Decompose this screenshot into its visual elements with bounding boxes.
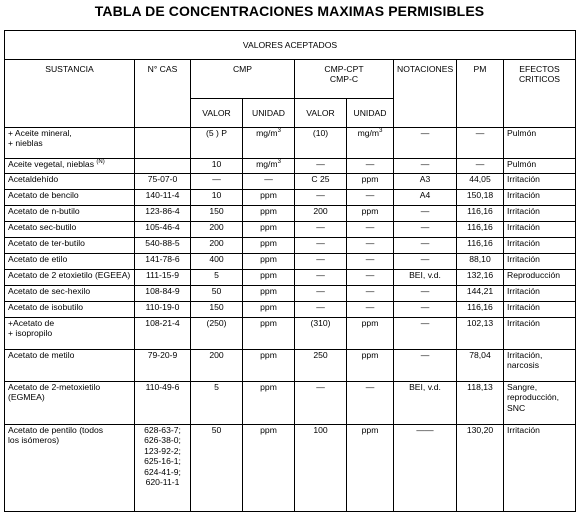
cas-cell: 123-86-4 — [135, 206, 191, 222]
valor-header: VALOR — [191, 99, 243, 128]
cpt-valor-cell: — — [295, 254, 347, 270]
cpt-unidad-cell: — — [347, 270, 394, 286]
cas-cell: 105-46-4 — [135, 222, 191, 238]
pm-cell: 150,18 — [457, 190, 504, 206]
notaciones-cell: — — [394, 254, 457, 270]
pm-cell: 44,05 — [457, 174, 504, 190]
cmp-unidad-cell: ppm — [243, 238, 295, 254]
cmp-valor-cell: 400 — [191, 254, 243, 270]
efectos-cell: Sangre, reproducción, SNC — [504, 382, 576, 425]
notaciones-cell: — — [394, 222, 457, 238]
efectos-cell: Irritación — [504, 286, 576, 302]
pm-cell: 130,20 — [457, 425, 504, 512]
efectos-cell: Irritación, narcosis — [504, 350, 576, 382]
cpt-unidad-cell: ppm — [347, 174, 394, 190]
notaciones-cell: — — [394, 350, 457, 382]
valores-aceptados-header: VALORES ACEPTADOS — [5, 31, 576, 60]
cpt-valor-cell: — — [295, 222, 347, 238]
table-row — [5, 174, 576, 190]
cmp-valor-cell: 5 — [191, 382, 243, 425]
cmp-unidad-cell: ppm — [243, 206, 295, 222]
sustancia-cell: Acetato de metilo — [5, 350, 135, 382]
sustancia-cell: Acetato de 2-metoxietilo (EGMEA) — [5, 382, 135, 425]
cmp-valor-cell: 10 — [191, 190, 243, 206]
cmp-unidad-cell: ppm — [243, 302, 295, 318]
cas-cell: 540-88-5 — [135, 238, 191, 254]
cas-cell: 141-78-6 — [135, 254, 191, 270]
notaciones-cell: — — [394, 128, 457, 159]
cmp-valor-cell: 200 — [191, 222, 243, 238]
cmp-valor-cell: 150 — [191, 302, 243, 318]
cmp-cpt-header: CMP-CPT CMP-C — [295, 60, 394, 99]
table-row — [5, 318, 576, 350]
sustancia-cell: Acetato de ter-butilo — [5, 238, 135, 254]
cpt-unidad-cell: — — [347, 222, 394, 238]
cmp-unidad-cell: ppm — [243, 425, 295, 512]
notaciones-cell: — — [394, 206, 457, 222]
cpt-valor-cell: — — [295, 270, 347, 286]
cmp-valor-cell: 10 — [191, 159, 243, 174]
cmp-valor-cell: 5 — [191, 270, 243, 286]
cpt-valor-cell: — — [295, 238, 347, 254]
pm-cell: 88,10 — [457, 254, 504, 270]
cmp-valor-cell: (250) — [191, 318, 243, 350]
notaciones-cell: — — [394, 159, 457, 174]
cmp-valor-cell: (5 ) P — [191, 128, 243, 159]
cmp-unidad-cell: ppm — [243, 350, 295, 382]
table-row — [5, 222, 576, 238]
notaciones-cell: — — [394, 238, 457, 254]
sustancia-cell: Acetato de isobutilo — [5, 302, 135, 318]
cmp-valor-cell: 150 — [191, 206, 243, 222]
cmp-unidad-cell: — — [243, 174, 295, 190]
cmp-unidad-cell: ppm — [243, 254, 295, 270]
cpt-unidad-cell: ppm — [347, 350, 394, 382]
efectos-cell: Irritación — [504, 302, 576, 318]
efectos-cell: Pulmón — [504, 128, 576, 159]
sustancia-cell: Acetato de 2 etoxietilo (EGEEA) — [5, 270, 135, 286]
efectos-header: EFECTOS CRITICOS — [504, 60, 576, 128]
pm-cell: 116,16 — [457, 302, 504, 318]
cmp-valor-cell: 200 — [191, 238, 243, 254]
cpt-valor-cell: 100 — [295, 425, 347, 512]
cas-cell: 628-63-7; 626-38-0; 123-92-2; 625-16-1; 624-41-9; 620-11-1 — [135, 425, 191, 512]
cas-cell: 110-19-0 — [135, 302, 191, 318]
cmp-unidad-cell: $mg/m^3$ — [243, 128, 295, 159]
cpt-valor-cell: — — [295, 190, 347, 206]
cmp-unidad-cell: ppm — [243, 222, 295, 238]
cmp-valor-cell: 50 — [191, 286, 243, 302]
sustancia-cell: +Acetato de + isopropilo — [5, 318, 135, 350]
cas-cell: 111-15-9 — [135, 270, 191, 286]
cmp-unidad-cell: ppm — [243, 270, 295, 286]
cpt-valor-cell: 200 — [295, 206, 347, 222]
cas-cell: 110-49-6 — [135, 382, 191, 425]
sustancia-cell: Acetato de pentilo (todos los isómeros) — [5, 425, 135, 512]
cmp-header: CMP — [191, 60, 295, 99]
page-title: TABLA DE CONCENTRACIONES MAXIMAS PERMISIBLES — [94, 3, 485, 19]
cmp-unidad-cell: ppm — [243, 382, 295, 425]
table-row — [5, 425, 576, 512]
efectos-cell: Irritación — [504, 206, 576, 222]
efectos-cell: Irritación — [504, 222, 576, 238]
pm-cell: 102,13 — [457, 318, 504, 350]
unidad-header: UNIDAD — [243, 99, 295, 128]
sustancia-cell: Acetato de etilo — [5, 254, 135, 270]
cmp-unidad-cell: ppm — [243, 286, 295, 302]
cpt-valor-cell: — — [295, 302, 347, 318]
cas-cell — [135, 128, 191, 159]
notaciones-cell: —— — [394, 425, 457, 512]
table-row — [5, 382, 576, 425]
notaciones-cell: — — [394, 286, 457, 302]
cmp-unidad-cell: ppm — [243, 318, 295, 350]
cpt-unidad-cell: — — [347, 254, 394, 270]
cmp-valor-cell: — — [191, 174, 243, 190]
table-row — [5, 350, 576, 382]
cpt-unidad-cell: — — [347, 382, 394, 425]
cpt-unidad-cell: — — [347, 302, 394, 318]
cpt-unidad-cell: — — [347, 159, 394, 174]
efectos-cell: Irritación — [504, 318, 576, 350]
sustancia-cell: Acetato de bencilo — [5, 190, 135, 206]
cas-cell: 108-21-4 — [135, 318, 191, 350]
table-row — [5, 159, 576, 174]
notaciones-cell: — — [394, 318, 457, 350]
cmp-valor-cell: 200 — [191, 350, 243, 382]
notaciones-cell: A3 — [394, 174, 457, 190]
cpt-valor-cell: 250 — [295, 350, 347, 382]
pm-cell: 116,16 — [457, 222, 504, 238]
unidad-header: UNIDAD — [347, 99, 394, 128]
notaciones-cell: BEI, v.d. — [394, 270, 457, 286]
cas-cell: 140-11-4 — [135, 190, 191, 206]
sustancia-cell: + Aceite mineral, + nieblas — [5, 128, 135, 159]
concentration-table — [4, 30, 576, 512]
notaciones-cell: — — [394, 302, 457, 318]
cpt-valor-cell: — — [295, 159, 347, 174]
pm-cell: 144,21 — [457, 286, 504, 302]
sustancia-cell: Acetaldehído — [5, 174, 135, 190]
table-row — [5, 302, 576, 318]
cmp-unidad-cell: $mg/m^3$ — [243, 159, 295, 174]
table-row — [5, 128, 576, 159]
pm-cell: 118,13 — [457, 382, 504, 425]
pm-cell: 116,16 — [457, 238, 504, 254]
cmp-unidad-cell: ppm — [243, 190, 295, 206]
pm-cell: 78,04 — [457, 350, 504, 382]
table-row — [5, 286, 576, 302]
cpt-valor-cell: (10) — [295, 128, 347, 159]
cpt-unidad-cell: ppm — [347, 206, 394, 222]
cpt-unidad-cell: ppm — [347, 425, 394, 512]
table-row — [5, 238, 576, 254]
cpt-unidad-cell: — — [347, 238, 394, 254]
pm-cell: 116,16 — [457, 206, 504, 222]
table-row — [5, 254, 576, 270]
efectos-cell: Irritación — [504, 174, 576, 190]
pm-header: PM — [457, 60, 504, 128]
pm-cell: — — [457, 128, 504, 159]
cas-cell: 75-07-0 — [135, 174, 191, 190]
efectos-cell: Irritación — [504, 238, 576, 254]
notaciones-cell: A4 — [394, 190, 457, 206]
cpt-valor-cell: C 25 — [295, 174, 347, 190]
table-row — [5, 270, 576, 286]
sustancia-cell: Acetato de n-butilo — [5, 206, 135, 222]
cpt-unidad-cell: ppm — [347, 318, 394, 350]
valor-header: VALOR — [295, 99, 347, 128]
notaciones-cell: BEI, v.d. — [394, 382, 457, 425]
cpt-unidad-cell: $mg/m^3$ — [347, 128, 394, 159]
cas-cell: 79-20-9 — [135, 350, 191, 382]
cpt-valor-cell: — — [295, 286, 347, 302]
efectos-cell: Irritación — [504, 425, 576, 512]
pm-cell: 132,16 — [457, 270, 504, 286]
cpt-valor-cell: (310) — [295, 318, 347, 350]
efectos-cell: Reproducción — [504, 270, 576, 286]
efectos-cell: Pulmón — [504, 159, 576, 174]
sustancia-cell: Acetato sec-butilo — [5, 222, 135, 238]
cpt-unidad-cell: — — [347, 190, 394, 206]
table-row — [5, 206, 576, 222]
cas-cell — [135, 159, 191, 174]
sustancia-cell: Aceite vegetal, nieblas $^{(N)}$ — [5, 159, 135, 174]
cas-cell: 108-84-9 — [135, 286, 191, 302]
sustancia-cell: Acetato de sec-hexilo — [5, 286, 135, 302]
sustancia-header: SUSTANCIA — [5, 60, 135, 128]
notaciones-header: NOTACIONES — [394, 60, 457, 128]
cpt-valor-cell: — — [295, 382, 347, 425]
cpt-unidad-cell: — — [347, 286, 394, 302]
table-row — [5, 190, 576, 206]
cmp-valor-cell: 50 — [191, 425, 243, 512]
cas-header: N° CAS — [135, 60, 191, 128]
efectos-cell: Irritación — [504, 254, 576, 270]
pm-cell: — — [457, 159, 504, 174]
efectos-cell: Irritación — [504, 190, 576, 206]
